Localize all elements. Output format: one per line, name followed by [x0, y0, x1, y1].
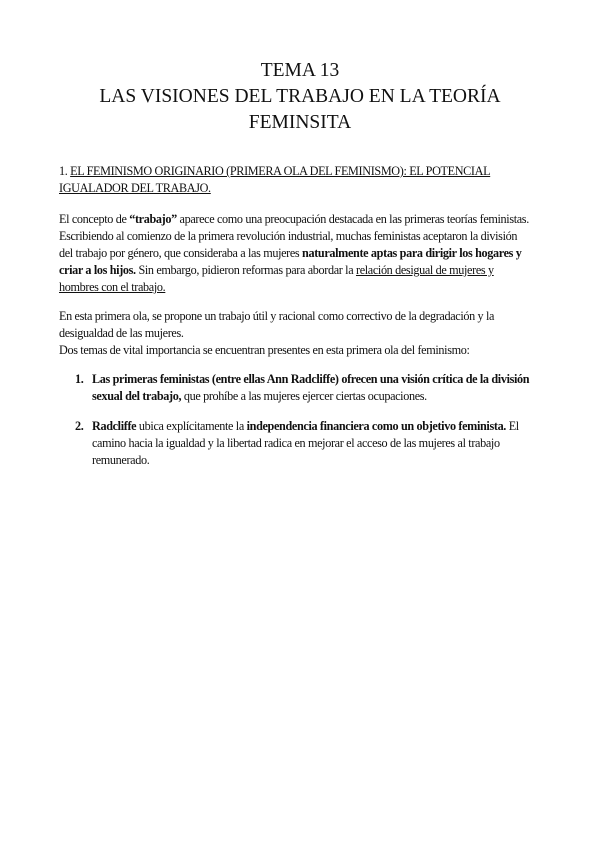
title-line-1: TEMA 13 [260, 60, 340, 81]
title-line-3: FEMINSITA [248, 112, 352, 133]
para1-bold-2: naturalmente aptas para dirigir los hogares y criar a los hijos. [59, 246, 522, 277]
list-item-bold: Las primeras feministas (entre ellas Ann Radcliffe) ofrecen una visión crítica de la división sexual del trabajo, [92, 372, 530, 403]
list-item-text: que prohíbe a las mujeres ejercer ciertas ocupaciones. [181, 389, 427, 403]
paragraph-1 [59, 211, 529, 296]
numbered-list-item-1-container [75, 371, 535, 405]
para2-line-2: Dos temas de vital importancia se encuentran presentes en esta primera ola del feminismo: [59, 343, 470, 357]
numbered-list-item-2-container [75, 418, 535, 469]
section-heading-text: EL FEMINISMO ORIGINARIO (PRIMERA OLA DEL FEMINISMO): EL POTENCIAL IGUALADOR DEL TRABAJO. [59, 164, 491, 195]
list-item [75, 418, 535, 469]
section-heading [59, 163, 529, 197]
para1-underline-1: relación desigual de mujeres y hombres con el trabajo. [59, 263, 494, 294]
list-item-text-2: El camino hacia la igualdad y la libertad radica en mejorar el acceso de las mujeres al trabajo remunerado. [92, 419, 519, 467]
list-item-text-1: ubica explícitamente la [136, 419, 247, 433]
list-item-bold-1: Radcliffe [92, 419, 137, 433]
list-item-number: 2. [75, 419, 84, 433]
para1-text-1: El concepto de [59, 212, 130, 226]
para1-text-3: Sin embargo, pidieron reformas para abordar la [135, 263, 356, 277]
para2-line-1: En esta primera ola, se propone un trabajo útil y racional como correctivo de la degradación y la desigualdad de las mujeres. [59, 309, 495, 340]
title-line-2: LAS VISIONES DEL TRABAJO EN LA TEORÍA [99, 86, 501, 107]
section-number: 1. [59, 164, 71, 178]
paragraph-2 [59, 308, 529, 359]
para1-bold-1: “trabajo” [129, 212, 177, 226]
para1-text-2: aparece como una preocupación destacada en las primeras teorías feministas. Escribiendo al comienzo de la primera revolución industrial, muchas feministas aceptaron la división del trabajo por género, que consideraba a las mujeres [59, 212, 529, 260]
list-item-bold-2: independencia financiera como un objetivo feminista. [246, 419, 507, 433]
list-item [75, 371, 535, 405]
document-title [0, 58, 600, 136]
list-item-number: 1. [75, 372, 84, 386]
